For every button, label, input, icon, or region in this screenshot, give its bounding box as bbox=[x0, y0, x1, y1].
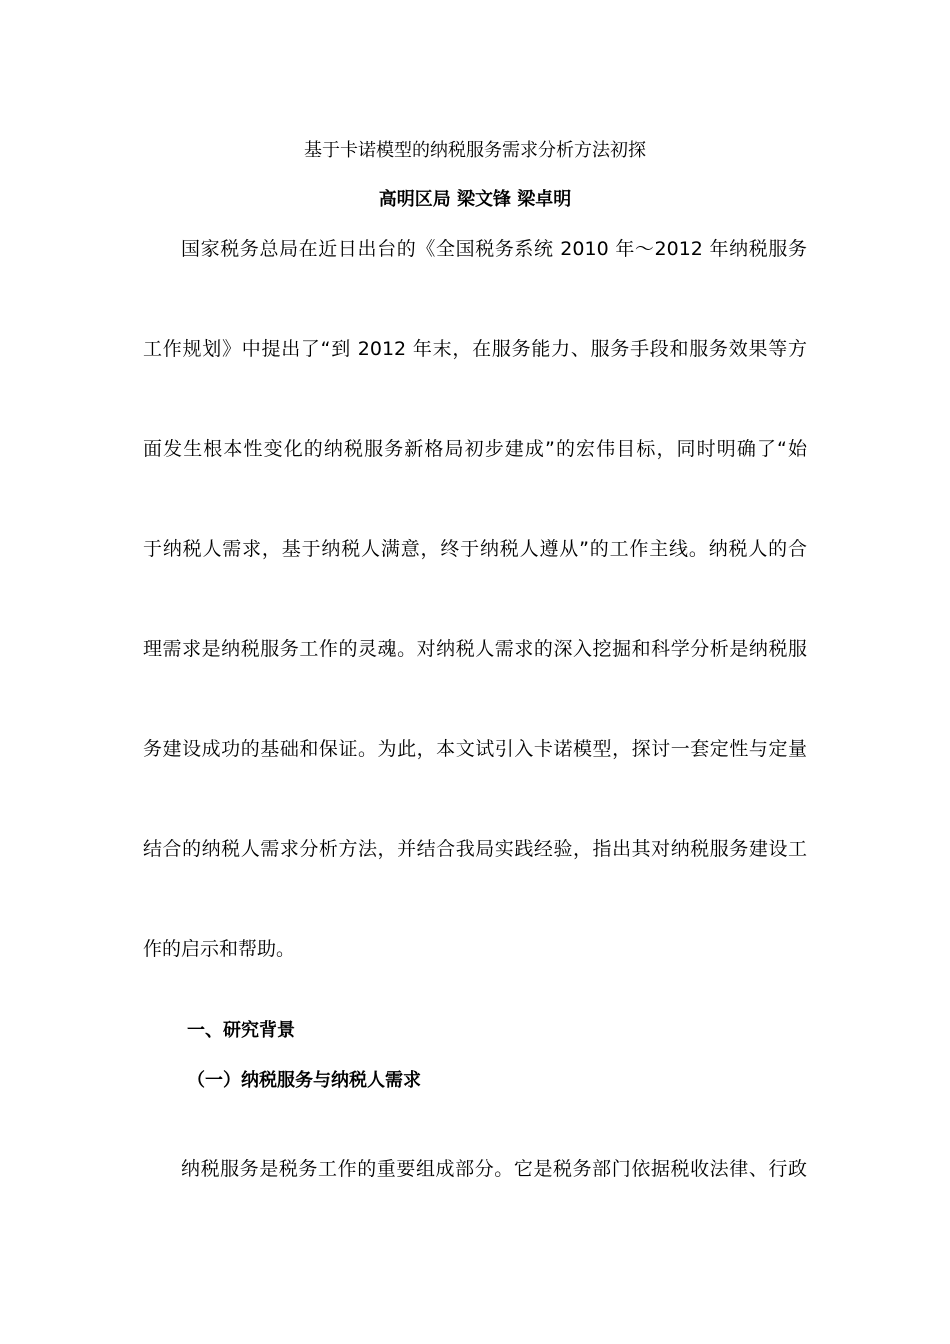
paragraph-line: 面发生根本性变化的纳税服务新格局初步建成”的宏伟目标，同时明确了“始 bbox=[143, 438, 807, 460]
document-authors: 高明区局 梁文锋 梁卓明 bbox=[378, 189, 572, 210]
section-heading: 一、研究背景 bbox=[187, 1020, 295, 1041]
paragraph-line: 纳税服务是税务工作的重要组成部分。它是税务部门依据税收法律、行政 bbox=[181, 1158, 807, 1180]
paragraph-line: 理需求是纳税服务工作的灵魂。对纳税人需求的深入挖掘和科学分析是纳税服 bbox=[143, 638, 807, 660]
paragraph-line: 务建设成功的基础和保证。为此，本文试引入卡诺模型，探讨一套定性与定量 bbox=[143, 738, 807, 760]
paragraph-line: 国家税务总局在近日出台的《全国税务系统 2010 年～2012 年纳税服务 bbox=[181, 238, 807, 260]
subsection-heading: （一）纳税服务与纳税人需求 bbox=[187, 1070, 421, 1091]
paragraph-line: 作的启示和帮助。 bbox=[143, 938, 296, 960]
document-title: 基于卡诺模型的纳税服务需求分析方法初探 bbox=[304, 140, 646, 161]
paragraph-line: 结合的纳税人需求分析方法，并结合我局实践经验，指出其对纳税服务建设工 bbox=[143, 838, 807, 860]
paragraph-line: 工作规划》中提出了“到 2012 年末，在服务能力、服务手段和服务效果等方 bbox=[143, 338, 807, 360]
paragraph-line: 于纳税人需求，基于纳税人满意，终于纳税人遵从”的工作主线。纳税人的合 bbox=[143, 538, 807, 560]
